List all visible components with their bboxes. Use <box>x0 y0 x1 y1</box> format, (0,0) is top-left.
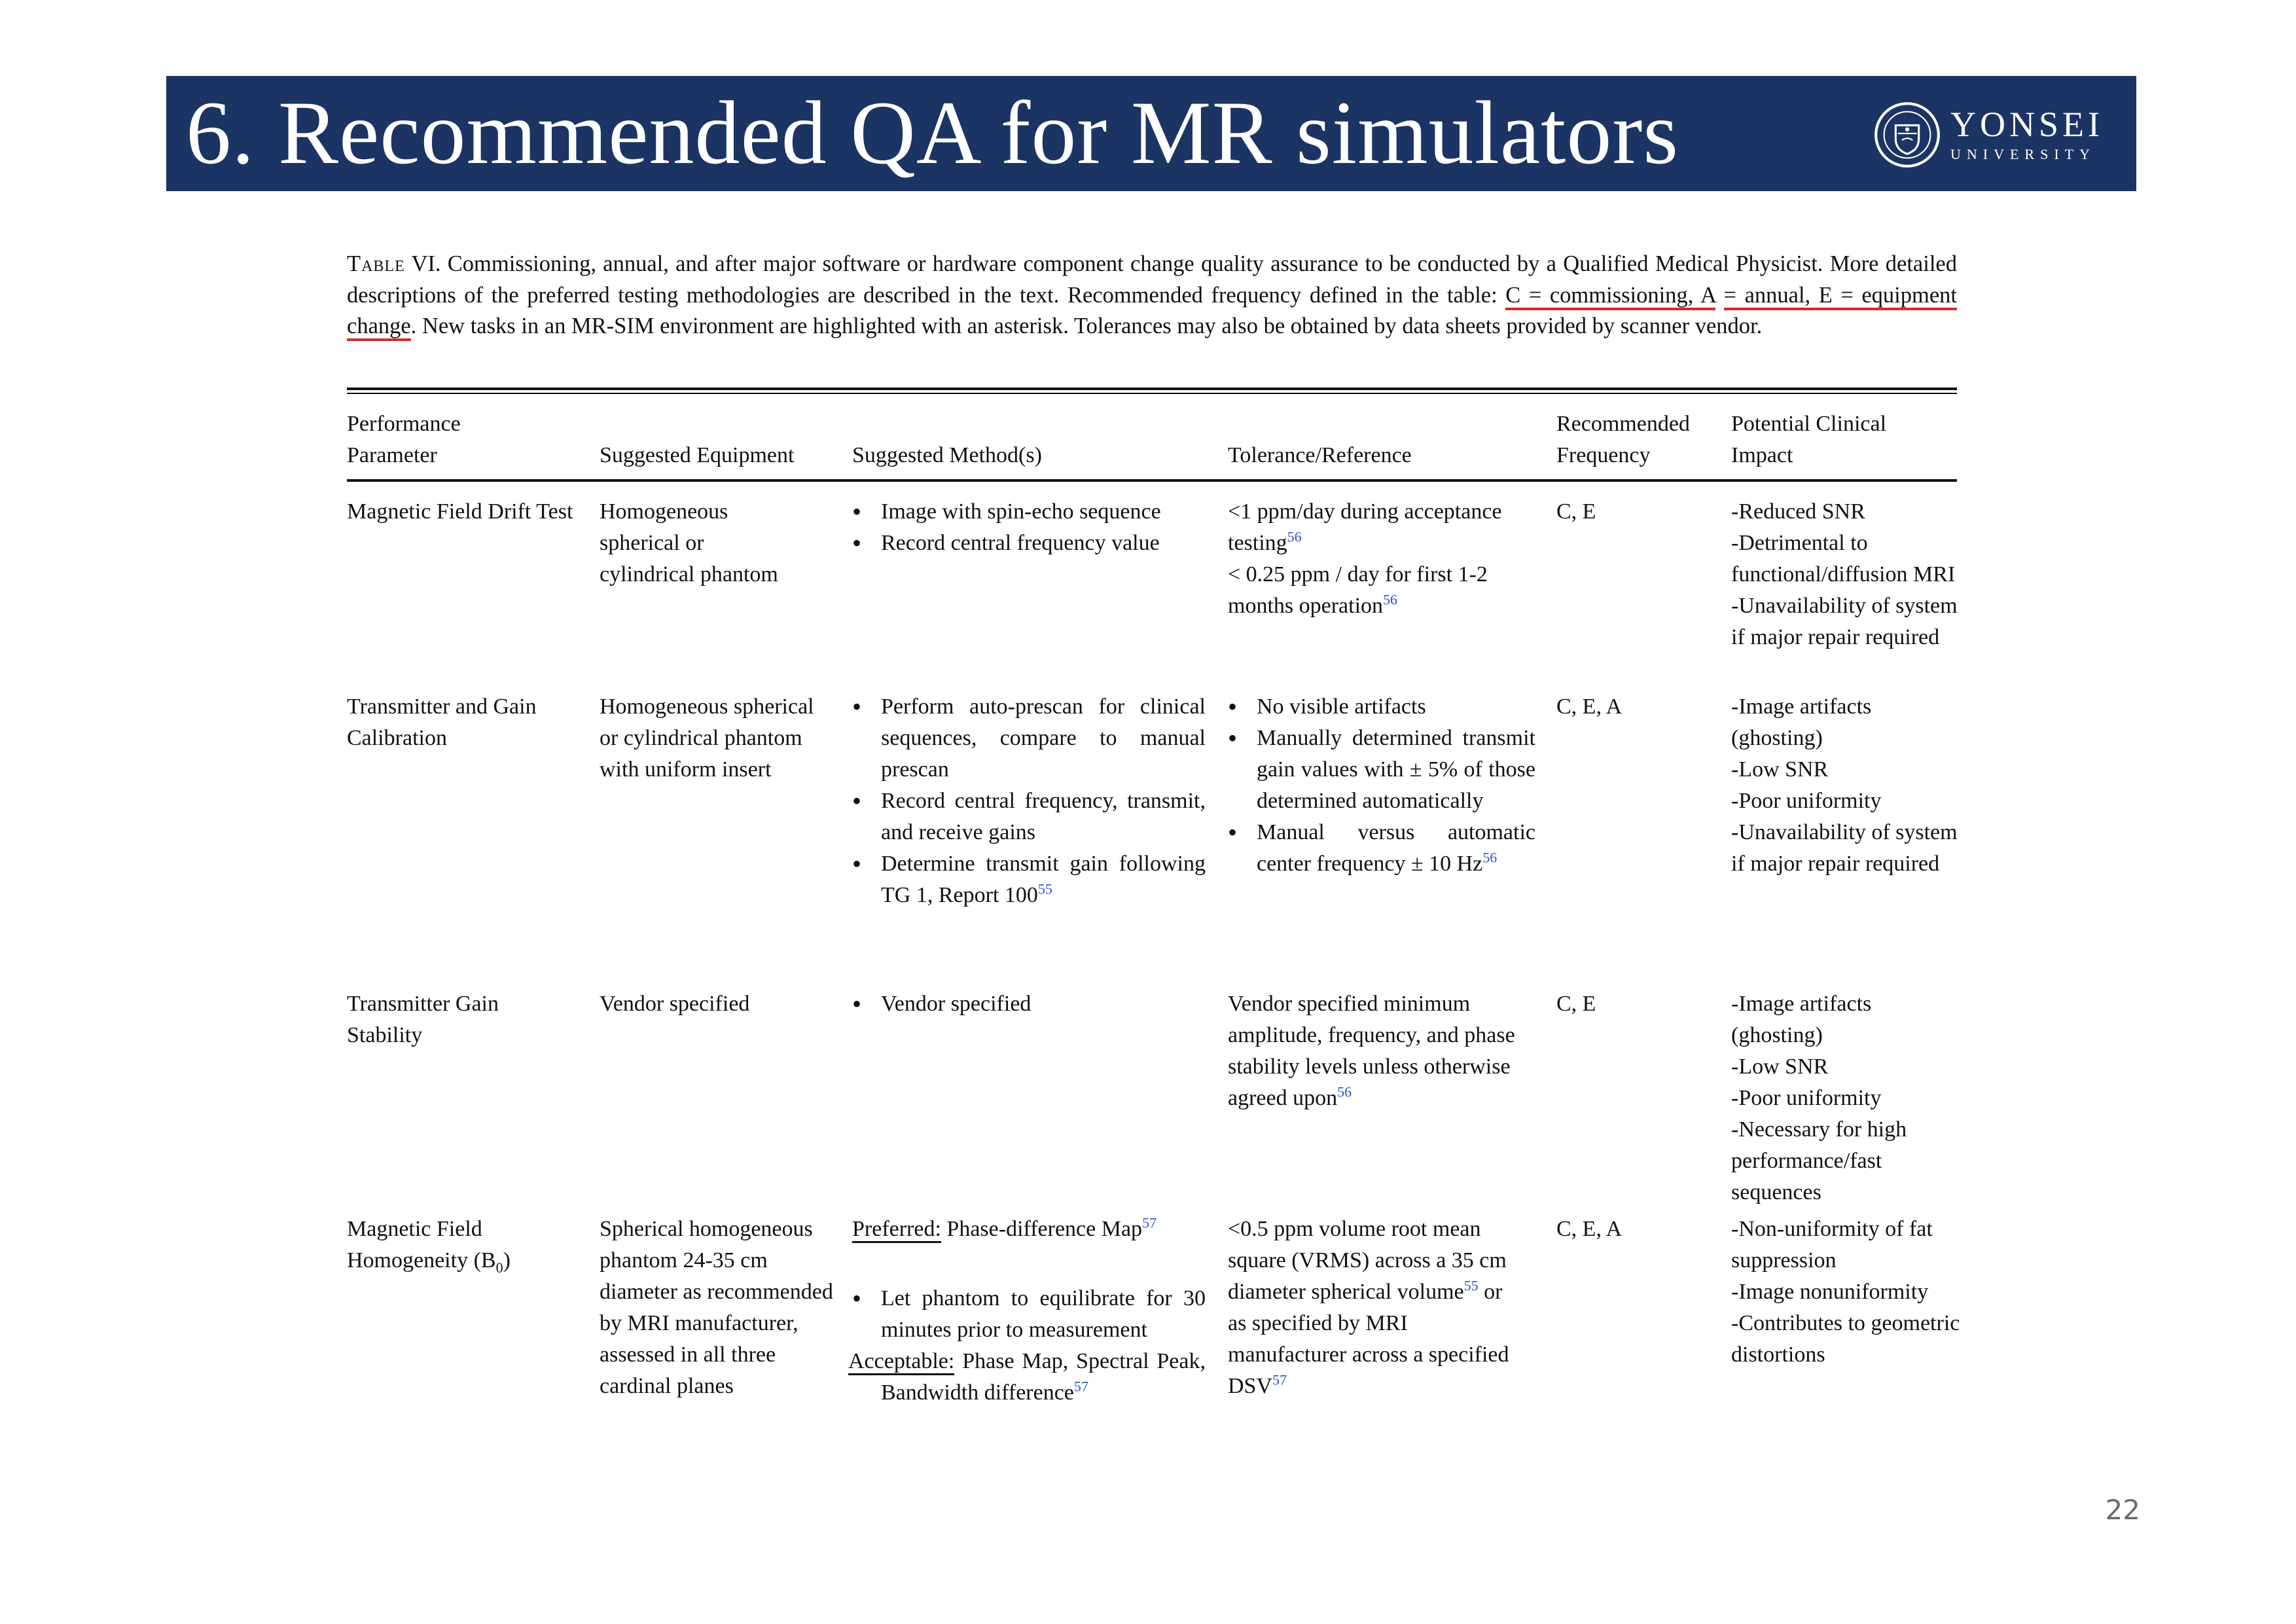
yonsei-logo <box>1873 99 2104 170</box>
row1-tolerance-ref2: 56 <box>1383 591 1398 608</box>
row4-methods <box>848 1214 1206 1409</box>
row2-methods <box>852 691 1206 911</box>
row3-method-item: • Vendor specified <box>852 988 1206 1020</box>
university-seal-icon <box>1873 101 1941 169</box>
logo-wordmark: YONSEI <box>1950 105 2104 144</box>
table-caption <box>347 249 1957 342</box>
row4-tolerance-ref2: 57 <box>1272 1371 1287 1388</box>
row3-tolerance-ref: 56 <box>1337 1083 1352 1100</box>
caption-text-1: Commissioning, annual, and after major software or hardware component change quality assurance to be conducted by a Qualified Medical Physicist. More detailed descriptions of the preferred testing methodologies are described in the text. Recommended frequency defined in the table: <box>347 251 1957 308</box>
row4-tolerance-text2: or as specified by MRI manufacturer across a specified DSV <box>1228 1280 1509 1398</box>
row2-tolerance <box>1228 691 1535 880</box>
row2-method-text: Determine transmit gain following TG 1, Report 100 <box>881 852 1206 907</box>
row2-tolerance-ref: 56 <box>1482 849 1498 866</box>
table-top-rule-2 <box>347 393 1957 394</box>
row4-preferred-text: Phase-difference Map <box>941 1217 1143 1241</box>
row3-tolerance-text: Vendor specified minimum amplitude, frequency, and phase stability levels unless otherwise agreed upon <box>1228 992 1515 1110</box>
header-impact <box>1731 408 1960 471</box>
row3-methods <box>852 988 1206 1020</box>
row2-method-item <box>852 848 1206 911</box>
row4-parameter-text: Magnetic Field Homogeneity (B <box>347 1217 496 1272</box>
row4-impact <box>1731 1214 1960 1371</box>
row2-equipment: Homogeneous spherical or cylindrical phantom with uniform insert <box>600 695 814 782</box>
row4-frequency: C, E, A <box>1556 1217 1623 1241</box>
row2-impact <box>1731 691 1960 880</box>
caption-number: VI. <box>411 251 441 276</box>
row1-methods <box>852 496 1206 559</box>
caption-label: Table <box>347 251 405 276</box>
header-frequency <box>1556 408 1720 471</box>
row1-tolerance <box>1228 496 1535 622</box>
row4-preferred-ref: 57 <box>1142 1214 1157 1231</box>
row4-tolerance <box>1228 1214 1522 1402</box>
row4-tolerance-ref1: 55 <box>1463 1277 1479 1294</box>
row3-impact-item: -Poor uniformity <box>1731 1086 1882 1110</box>
row3-frequency: C, E <box>1556 992 1596 1016</box>
row1-impact <box>1731 496 1960 653</box>
row1-method-item: • Record central frequency value <box>852 528 1206 559</box>
header-impact-line1: Potential Clinical <box>1731 412 1887 436</box>
header-parameter <box>347 408 589 471</box>
caption-highlight-1: C = commissioning, A <box>1505 283 1715 310</box>
row2-method-item: • Perform auto-prescan for clinical sequences, compare to manual prescan <box>852 691 1206 785</box>
row3-impact-item: -Low SNR <box>1731 1055 1829 1079</box>
row2-tolerance-item: • No visible artifacts <box>1228 691 1535 723</box>
row3-equipment: Vendor specified <box>600 992 750 1016</box>
header-tolerance: Tolerance/Reference <box>1228 443 1412 467</box>
row2-method-item: • Record central frequency, transmit, and receive gains <box>852 785 1206 848</box>
row4-impact-item: -Non-uniformity of fat suppression <box>1731 1217 1933 1272</box>
row4-acceptable-text: Phase Map, Spectral Peak, Bandwidth difference <box>881 1349 1206 1405</box>
row4-acceptable-label: Acceptable: <box>848 1349 954 1375</box>
row3-tolerance <box>1228 988 1522 1114</box>
row2-impact-item: -Low SNR <box>1731 757 1829 782</box>
row1-impact-item: -Unavailability of system if major repair required <box>1731 594 1958 649</box>
header-parameter-line1: Performance <box>347 412 461 436</box>
row1-impact-item: -Reduced SNR <box>1731 499 1865 524</box>
row1-method-item: • Image with spin-echo sequence <box>852 496 1206 528</box>
header-methods: Suggested Method(s) <box>852 443 1042 467</box>
row2-method-ref: 55 <box>1037 880 1052 897</box>
row3-impact <box>1731 988 1960 1208</box>
logo-subtitle: UNIVERSITY <box>1950 146 2096 162</box>
header-equipment: Suggested Equipment <box>600 443 795 467</box>
page-number: 22 <box>2105 1494 2140 1526</box>
row3-parameter: Transmitter Gain Stability <box>347 992 499 1047</box>
row2-impact-item: -Image artifacts (ghosting) <box>1731 695 1872 750</box>
row2-tolerance-item: • Manually determined transmit gain values with ± 5% of those determined automatically <box>1228 723 1535 817</box>
table-top-rule <box>347 388 1957 390</box>
row2-tolerance-item <box>1228 817 1535 880</box>
header-frequency-line1: Recommended <box>1556 412 1690 436</box>
row4-parameter <box>347 1214 563 1276</box>
row1-tolerance-ref1: 56 <box>1287 528 1302 545</box>
slide-title: 6. Recommended QA for MR simulators <box>186 82 1679 183</box>
row3-impact-item: -Necessary for high performance/fast sequences <box>1731 1117 1907 1204</box>
header-parameter-line2: Parameter <box>347 443 437 467</box>
row2-frequency: C, E, A <box>1556 695 1623 719</box>
caption-highlight-2: = annual, E = equipment change <box>347 283 1957 342</box>
row4-parameter-sub: 0 <box>495 1259 503 1276</box>
header-frequency-line2: Frequency <box>1556 443 1651 467</box>
row2-parameter: Transmitter and Gain Calibration <box>347 695 537 750</box>
row4-equipment: Spherical homogeneous phantom 24-35 cm diameter as recommended by MRI manufacturer, assessed in all three cardinal planes <box>600 1217 833 1398</box>
row4-method-item: • Let phantom to equilibrate for 30 minutes prior to measurement <box>852 1283 1206 1346</box>
row4-parameter-end: ) <box>503 1248 511 1272</box>
row4-preferred-label: Preferred: <box>852 1217 941 1243</box>
row2-impact-item: -Poor uniformity <box>1731 789 1882 813</box>
row4-tolerance-text1: <0.5 ppm volume root mean square (VRMS) across a 35 cm diameter spherical volume <box>1228 1217 1507 1304</box>
row4-impact-item: -Contributes to geometric distortions <box>1731 1311 1960 1367</box>
header-impact-line2: Impact <box>1731 443 1793 467</box>
row2-tolerance-text: Manual versus automatic center frequency ± 10 Hz <box>1257 820 1535 876</box>
row1-impact-item: -Detrimental to functional/diffusion MRI <box>1731 531 1956 586</box>
row4-impact-item: -Image nonuniformity <box>1731 1280 1929 1304</box>
row1-tolerance-line1: <1 ppm/day during acceptance testing <box>1228 499 1502 555</box>
row2-impact-item: -Unavailability of system if major repair required <box>1731 820 1958 876</box>
row1-parameter: Magnetic Field Drift Test <box>347 499 573 524</box>
caption-text-2: . New tasks in an MR-SIM environment are highlighted with an asterisk. Tolerances may also be obtained by data sheets provided by scanner vendor. <box>410 314 1763 338</box>
title-banner <box>166 76 2136 191</box>
row1-tolerance-line2: < 0.25 ppm / day for first 1-2 months operation <box>1228 562 1488 618</box>
row1-equipment: Homogeneous spherical or cylindrical phantom <box>600 499 778 586</box>
row3-impact-item: -Image artifacts (ghosting) <box>1731 992 1872 1047</box>
table-header-rule <box>347 479 1957 482</box>
row4-acceptable-ref: 57 <box>1073 1378 1088 1395</box>
row1-frequency: C, E <box>1556 499 1596 524</box>
